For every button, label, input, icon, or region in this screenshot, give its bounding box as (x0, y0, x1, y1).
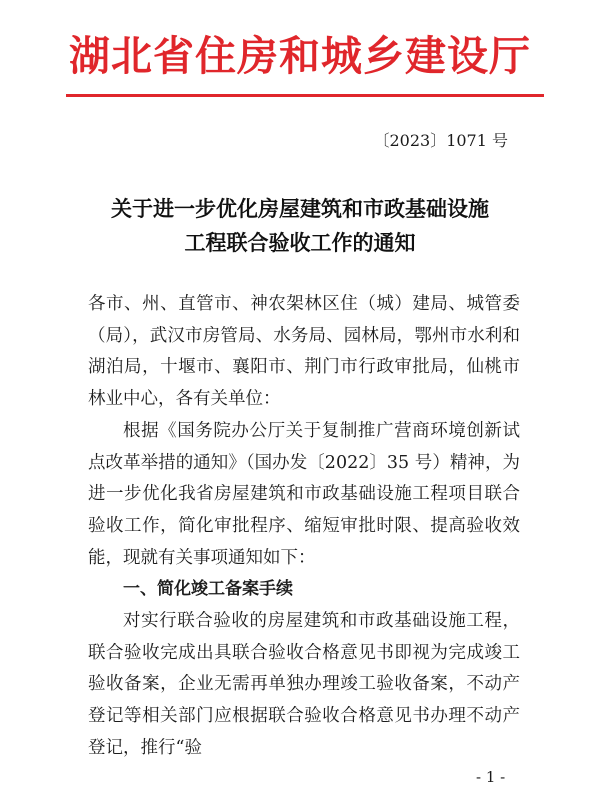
document-title (0, 192, 600, 260)
section-1-paragraph: 对实行联合验收的房屋建筑和市政基础设施工程，联合验收完成出具联合验收合格意见书即视为完成竣工验收备案，企业无需再单独办理竣工验收备案，不动产登记等相关部门应根据联合验收合格意见书办理不动产登记，推行“验 (88, 611, 520, 758)
title-line-1: 关于进一步优化房屋建筑和市政基础设施 (111, 196, 489, 221)
document-body (88, 289, 520, 765)
intro-paragraph: 根据《国务院办公厅关于复制推广营商环境创新试点改革举措的通知》（国办发〔2022〕35 号）精神，为进一步优化我省房屋建筑和市政基础设施工程项目联合验收工作，简化审批程序、缩短审批时限、提高验收效能，现就有关事项通知如下： (88, 420, 520, 568)
red-separator-line (66, 94, 544, 97)
page-number: - 1 - (476, 768, 506, 786)
recipients-paragraph: 各市、州、直管市、神农架林区住（城）建局、城管委（局），武汉市房管局、水务局、园林局，鄂州市水利和湖泊局，十堰市、襄阳市、荆门市行政审批局，仙桃市林业中心，各有关单位： (88, 294, 520, 410)
title-line-2: 工程联合验收工作的通知 (184, 230, 416, 255)
section-1-heading: 一、简化竣工备案手续 (123, 579, 293, 600)
issuing-agency-masthead: 湖北省住房和城乡建设厅 (69, 32, 531, 80)
document-number: 〔2023〕1071 号 (373, 131, 508, 150)
